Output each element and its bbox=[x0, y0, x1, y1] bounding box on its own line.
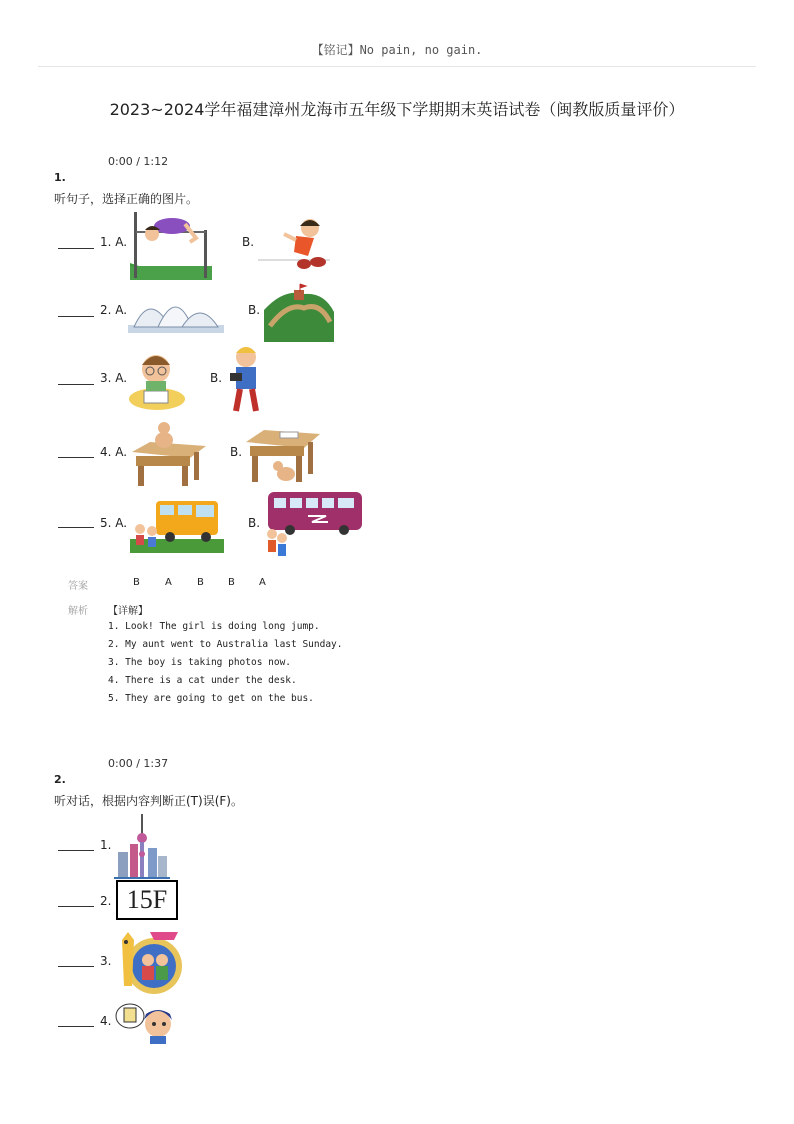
answer-value: A bbox=[259, 577, 266, 588]
analysis-label: 解析 bbox=[68, 606, 88, 617]
detail-heading: 【详解】 bbox=[108, 606, 148, 617]
floor-sign-15f: 15F bbox=[116, 880, 178, 920]
giraffe-kids-image bbox=[114, 926, 184, 998]
item-label: 4. bbox=[100, 1014, 112, 1028]
audio-player-2[interactable]: 0:00 / 1:37 bbox=[108, 757, 169, 770]
school-bus-image bbox=[130, 495, 224, 553]
item-label: 1. bbox=[100, 838, 112, 852]
question-number-2: 2. bbox=[54, 773, 66, 786]
question-instruction-2: 听对话，根据内容判断正(T)误(F)。 bbox=[54, 794, 243, 808]
explanation-line: 3. The boy is taking photos now. bbox=[108, 657, 292, 668]
great-wall-image bbox=[264, 282, 334, 342]
answer-value: B bbox=[197, 577, 204, 588]
option-a-label: 3. A. bbox=[100, 371, 128, 385]
girl-jumping-image bbox=[256, 214, 332, 272]
item-label: 3. bbox=[100, 954, 112, 968]
sydney-opera-house-image bbox=[128, 287, 224, 335]
answer-label: 答案 bbox=[68, 581, 88, 592]
option-b-label: B. bbox=[230, 445, 243, 459]
page-title: 2023~2024学年福建漳州龙海市五年级下学期期末英语试卷（闽教版质量评价） bbox=[109, 100, 685, 119]
answer-blank[interactable] bbox=[58, 527, 94, 528]
option-b-label: B. bbox=[210, 371, 223, 385]
answer-blank[interactable] bbox=[58, 850, 94, 851]
option-a-label: 5. A. bbox=[100, 516, 128, 530]
option-b-label: B. bbox=[242, 235, 255, 249]
answer-value: B bbox=[133, 577, 140, 588]
audio-player-1[interactable]: 0:00 / 1:12 bbox=[108, 155, 169, 168]
option-b-label: B. bbox=[248, 303, 261, 317]
answer-blank[interactable] bbox=[58, 966, 94, 967]
boy-reading-image bbox=[128, 347, 186, 411]
city-skyline-image bbox=[114, 814, 170, 880]
option-a-label: 2. A. bbox=[100, 303, 128, 317]
option-a-label: 4. A. bbox=[100, 445, 128, 459]
question-number-1: 1. bbox=[54, 171, 66, 184]
long-jump-image bbox=[130, 208, 212, 280]
answer-blank[interactable] bbox=[58, 1026, 94, 1027]
cat-on-desk-image bbox=[130, 416, 206, 486]
answer-blank[interactable] bbox=[58, 248, 94, 249]
explanation-line: 5. They are going to get on the bus. bbox=[108, 693, 314, 704]
motto: 【铭记】No pain, no gain. bbox=[311, 43, 483, 57]
answer-value: A bbox=[165, 577, 172, 588]
option-a-label: 1. A. bbox=[100, 235, 128, 249]
answer-blank[interactable] bbox=[58, 384, 94, 385]
answer-value: B bbox=[228, 577, 235, 588]
explanation-line: 1. Look! The girl is doing long jump. bbox=[108, 621, 320, 632]
boy-taking-photo-image bbox=[228, 343, 266, 415]
question-instruction-1: 听句子，选择正确的图片。 bbox=[54, 192, 199, 206]
boy-thinking-milk-image bbox=[114, 1000, 176, 1044]
answer-blank[interactable] bbox=[58, 457, 94, 458]
children-boarding-bus-image bbox=[262, 490, 364, 558]
option-b-label: B. bbox=[248, 516, 261, 530]
answer-blank[interactable] bbox=[58, 316, 94, 317]
cat-under-desk-image bbox=[246, 420, 320, 484]
header-divider bbox=[38, 66, 756, 67]
explanation-line: 4. There is a cat under the desk. bbox=[108, 675, 297, 686]
item-label: 2. bbox=[100, 894, 112, 908]
answer-blank[interactable] bbox=[58, 906, 94, 907]
explanation-line: 2. My aunt went to Australia last Sunday. bbox=[108, 639, 343, 650]
